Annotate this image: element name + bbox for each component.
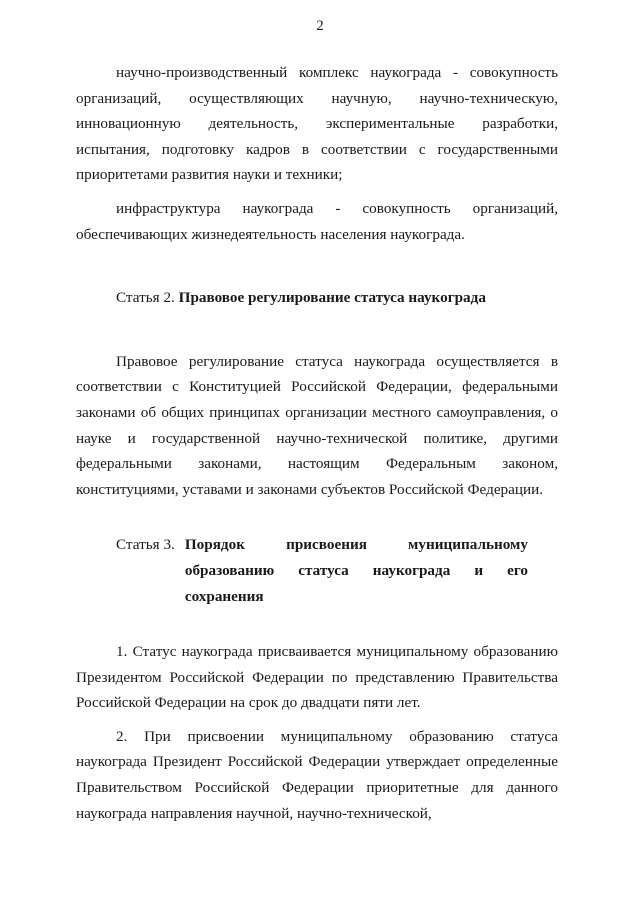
article-3-item: 2. При присвоении муниципальному образованию статуса наукограда Президент Российской Федерации утверждает определенные Правительством Российской Федерации приоритетные для данного наукограда направления научной, научно-технической, — [76, 727, 558, 822]
document-body — [76, 60, 558, 826]
article-3-title — [185, 532, 558, 609]
article-3-label: Статья 3. — [116, 536, 175, 554]
definition-paragraph: научно-производственный комплекс наукограда - совокупность организаций, осуществляющих научную, научно-техническую, инновационную деятельность, экспериментальные разработки, испытания, подготовку кадров в соответствии с государственными приоритетами развития науки и техники; — [76, 64, 558, 184]
definition-paragraph: инфраструктура наукограда - совокупность организаций, обеспечивающих жизнедеятельность населения наукограда. — [76, 199, 558, 243]
article-3-title-line: сохранения — [184, 587, 264, 605]
page-number: 2 — [316, 18, 324, 34]
article-3-item: 1. Статус наукограда присваивается муниципальному образованию Президентом Российской Федерации по представлению Правительства Российской Федерации на срок до двадцати пяти лет. — [76, 643, 558, 712]
article-2-heading — [76, 285, 558, 311]
article-2-title: Правовое регулирование статуса наукограда — [178, 289, 486, 307]
article-2-label: Статья 2. — [116, 289, 175, 307]
article-3-title-line: образованию статуса наукограда и его — [184, 561, 528, 579]
article-3-title-line: Порядок присвоения муниципальному — [184, 536, 528, 554]
article-2-text: Правовое регулирование статуса наукограда осуществляется в соответствии с Конституцией Российской Федерации, федеральными законами об общих принципах организации местного самоуправления, о науке и государственной научно-технической политике, другими федеральными законами, настоящим Федеральным законом, конституциями, уставами и законами субъектов Российской Федерации. — [76, 352, 558, 498]
article-3-heading — [76, 532, 558, 609]
